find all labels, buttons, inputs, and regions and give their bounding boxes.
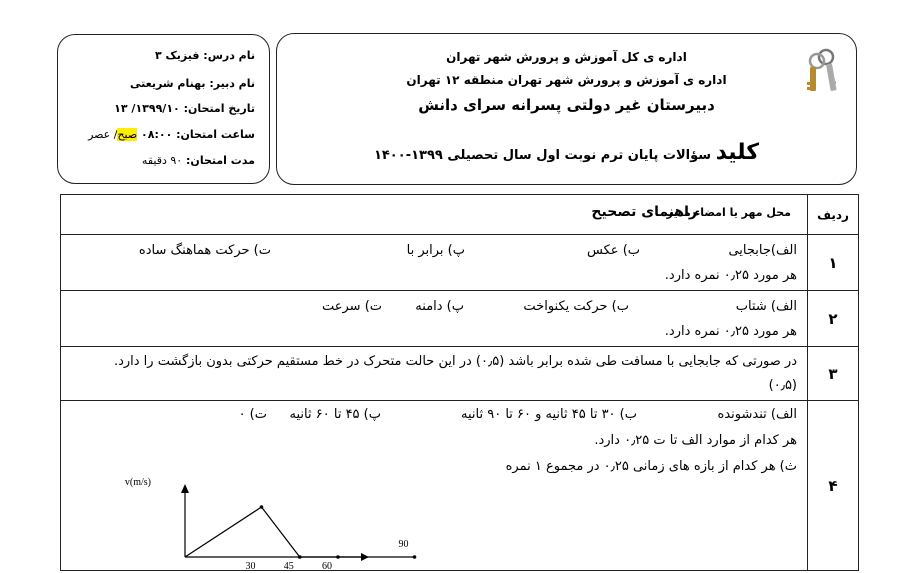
row-2-note: هر مورد ۰٫۲۵ نمره دارد. xyxy=(664,324,797,339)
keys-icon xyxy=(804,48,840,96)
row-4-c: پ) ۴۵ تا ۶۰ ثانیه xyxy=(289,407,381,422)
seal-header-text: محل مهر یا امضاء مدیر xyxy=(666,206,791,219)
row-4-d: ت) ۰ xyxy=(238,407,267,422)
row-3-line-1: در صورتی که جابجایی با مسافت طی شده برابر باشد (۰٫۵) در این حالت متحرک در خط مستقیم حرکتی بدون بازگشت را دارد. xyxy=(113,354,797,369)
exam-time-label: ساعت امتحان: ۰۸:۰۰ xyxy=(141,128,255,141)
course-name: نام درس: فیزیک ۳ xyxy=(154,49,255,62)
answer-table xyxy=(60,194,859,571)
chart-y-arrow xyxy=(181,484,189,493)
row-4-note-1: هر کدام از موارد الف تا ت ۰٫۲۵ دارد. xyxy=(594,433,797,448)
table-row xyxy=(61,235,859,291)
row-1-b: ب) عکس xyxy=(587,243,640,258)
teacher-name: نام دبیر: بهنام شریعتی xyxy=(129,77,255,90)
row-4-number: ۴ xyxy=(808,401,859,571)
chart-annotation: 90 xyxy=(398,539,409,550)
row-3-number: ۳ xyxy=(808,347,859,401)
key-word: کلید xyxy=(715,140,760,165)
velocity-time-chart xyxy=(124,469,409,573)
row-4-note-2: ث) هر کدام از بازه های زمانی ۰٫۲۵ در مجموع ۱ نمره xyxy=(505,459,797,474)
row-2-number: ۲ xyxy=(808,291,859,347)
table-row xyxy=(61,401,859,571)
chart-marks xyxy=(185,505,416,572)
chart-point xyxy=(298,555,302,559)
exam-duration-value: ۹۰ دقیقه xyxy=(141,154,183,167)
exam-duration xyxy=(142,154,255,167)
row-4-a: الف) تندشونده xyxy=(717,407,797,422)
chart-x-tick-label: 45 xyxy=(283,561,294,572)
exam-subtitle: سؤالات پایان ترم نوبت اول سال تحصیلی ۱۳۹۹-۱۴۰۰ xyxy=(373,148,712,163)
row-column-header: ردیف xyxy=(808,195,859,235)
chart-series-line xyxy=(185,507,415,557)
row-1-number: ۱ xyxy=(808,235,859,291)
row-1-answer xyxy=(61,235,808,291)
row-3-line-2: (۰٫۵) xyxy=(768,378,797,393)
exam-title xyxy=(277,140,856,165)
school-name: دبیرستان غیر دولتی پسرانه سرای دانش xyxy=(418,96,715,114)
chart-x-tick-label: 60 xyxy=(322,561,332,572)
row-4-answer xyxy=(61,401,808,571)
row-2-d: ت) سرعت xyxy=(321,299,382,314)
row-2-c: پ) دامنه xyxy=(415,299,464,314)
exam-info-box xyxy=(57,34,270,184)
chart-point xyxy=(260,505,264,509)
chart-y-label: v(m/s) xyxy=(124,477,151,488)
table-row xyxy=(61,347,859,401)
exam-time-morning: صبح xyxy=(117,128,138,141)
row-1-c: پ) برابر با xyxy=(406,243,465,258)
seal-column-header xyxy=(61,195,808,235)
exam-time-evening: / عصر xyxy=(88,128,118,141)
header-line-1: اداره ی کل آموزش و پرورش شهر تهران xyxy=(446,50,687,64)
exam-date: تاریخ امتحان: ۱۳۹۹/۱۰/ ۱۳ xyxy=(114,102,255,115)
row-1-a: الف)جابجایی xyxy=(728,243,797,258)
school-header-box xyxy=(276,33,857,185)
chart-point xyxy=(413,555,417,559)
row-2-b: ب) حرکت یکنواخت xyxy=(523,299,629,314)
row-1-d: ت) حرکت هماهنگ ساده xyxy=(138,243,271,258)
exam-duration-label: مدت امتحان: xyxy=(186,154,255,167)
table-row xyxy=(61,291,859,347)
chart-x-tick-label: 30 xyxy=(245,561,256,572)
row-2-answer xyxy=(61,291,808,347)
row-4-b: ب) ۳۰ تا ۴۵ ثانیه و ۶۰ تا ۹۰ ثانیه xyxy=(460,407,637,422)
header-line-2: اداره ی آموزش و پرورش شهر تهران منطقه ۱۲ تهران xyxy=(406,73,727,87)
chart-point xyxy=(336,555,340,559)
row-2-a: الف) شتاب xyxy=(735,299,797,314)
exam-time xyxy=(88,128,255,141)
row-3-answer xyxy=(61,347,808,401)
row-1-note: هر مورد ۰٫۲۵ نمره دارد. xyxy=(664,268,797,283)
guide-header-text: راهنمای تصحیح xyxy=(591,204,697,220)
